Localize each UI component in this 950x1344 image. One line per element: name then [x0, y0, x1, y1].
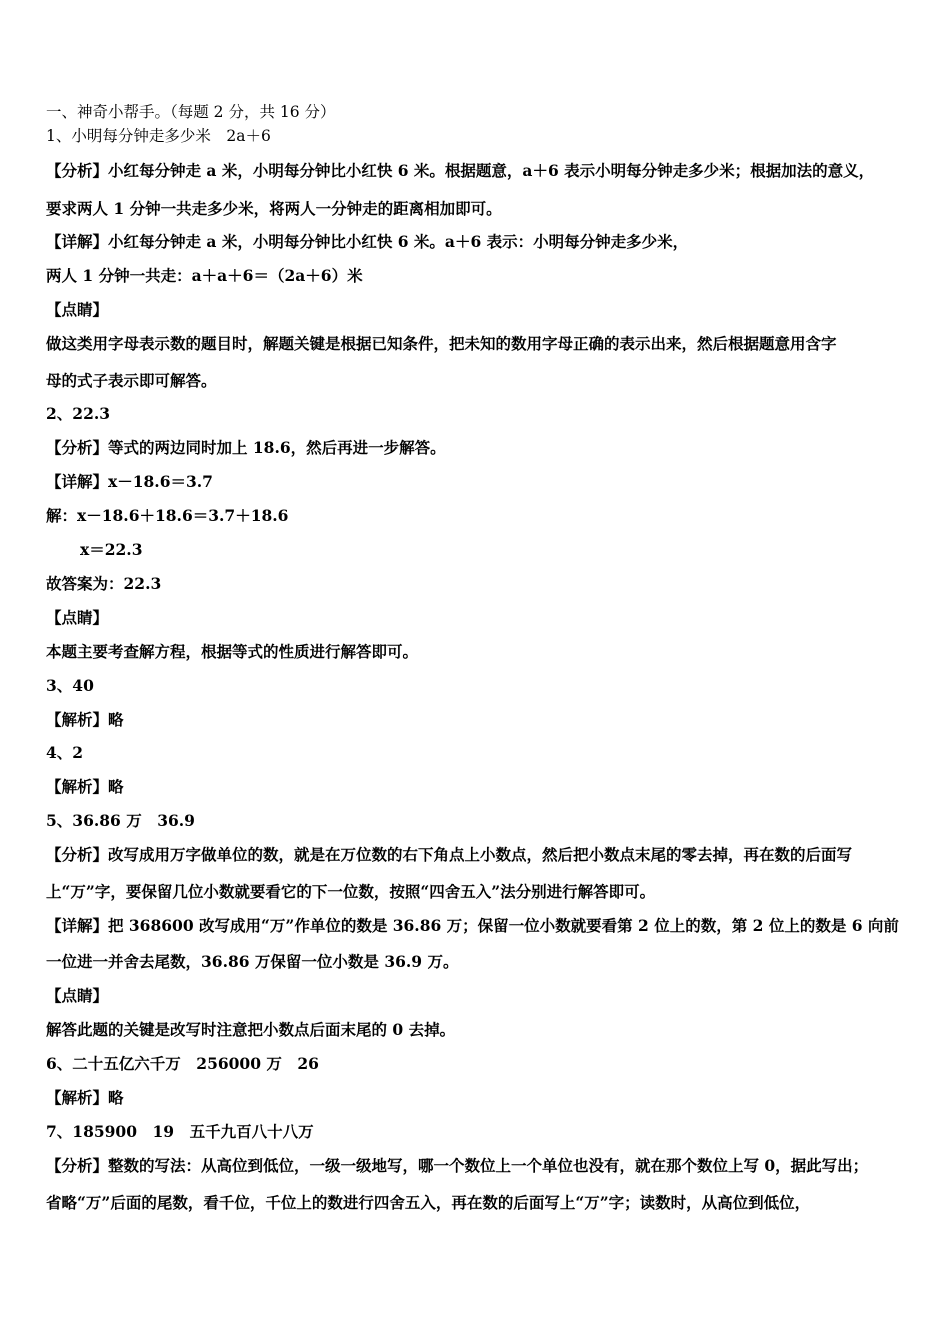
q1-detail: 【详解】小红每分钟走 a 米，小明每分钟比小红快 6 米。a＋6 表示：小明每分钟走多少米， [46, 232, 689, 251]
q3-answer: 3、40 [46, 676, 94, 695]
q2-detail: 【详解】x－18.6＝3.7 [46, 472, 213, 491]
q1-analysis-cont: 要求两人 1 分钟一共走多少米，将两人一分钟走的距离相加即可。 [46, 199, 502, 218]
q6-explain: 【解析】略 [46, 1088, 124, 1107]
q2-comment: 本题主要考查解方程，根据等式的性质进行解答即可。 [46, 642, 419, 661]
q2-comment-label: 【点睛】 [46, 608, 109, 627]
q5-analysis-cont: 上“万”字，要保留几位小数就要看它的下一位数，按照“四舍五入”法分别进行解答即可。 [46, 882, 656, 901]
q1-answer: 1、小明每分钟走多少米 2a＋6 [46, 127, 271, 145]
q1-comment-cont: 母的式子表示即可解答。 [46, 371, 217, 390]
q5-answer: 5、36.86 万 36.9 [46, 811, 195, 830]
section-title: 一、神奇小帮手。（每题 2 分，共 16 分） [46, 103, 336, 121]
q5-comment: 解答此题的关键是改写时注意把小数点后面末尾的 0 去掉。 [46, 1020, 456, 1039]
q1-detail-cont: 两人 1 分钟一共走：a＋a＋6＝（2a＋6）米 [46, 266, 363, 285]
q5-comment-label: 【点睛】 [46, 986, 109, 1005]
q1-comment: 做这类用字母表示数的题目时，解题关键是根据已知条件，把未知的数用字母正确的表示出来，然后根据题意用含字 [46, 334, 837, 353]
q7-analysis: 【分析】整数的写法：从高位到低位，一级一级地写，哪一个数位上一个单位也没有，就在那个数位上写 0，据此写出； [46, 1156, 869, 1175]
q2-analysis: 【分析】等式的两边同时加上 18.6，然后再进一步解答。 [46, 438, 446, 457]
q2-step-1: 解：x－18.6＋18.6＝3.7＋18.6 [46, 506, 289, 525]
q2-conclusion: 故答案为：22.3 [46, 574, 162, 593]
q4-explain: 【解析】略 [46, 777, 124, 796]
q1-analysis: 【分析】小红每分钟走 a 米，小明每分钟比小红快 6 米。根据题意，a＋6 表示小明每分钟走多少米；根据加法的意义， [46, 161, 875, 180]
q7-answer: 7、185900 19 五千九百八十八万 [46, 1122, 314, 1141]
q2-answer: 2、22.3 [46, 404, 111, 423]
q1-comment-label: 【点睛】 [46, 300, 109, 319]
q5-detail: 【详解】把 368600 改写成用“万”作单位的数是 36.86 万；保留一位小数就要看第 2 位上的数，第 2 位上的数是 6 向前 [46, 916, 899, 935]
q5-analysis: 【分析】改写成用万字做单位的数，就是在万位数的右下角点上小数点，然后把小数点末尾的零去掉，再在数的后面写 [46, 845, 853, 864]
q6-answer: 6、二十五亿六千万 256000 万 26 [46, 1054, 319, 1073]
q4-answer: 4、2 [46, 743, 84, 762]
q3-explain: 【解析】略 [46, 710, 124, 729]
q5-detail-cont: 一位进一并舍去尾数，36.86 万保留一位小数是 36.9 万。 [46, 952, 459, 971]
q2-step-2: x＝22.3 [80, 540, 143, 559]
q7-analysis-cont: 省略“万”后面的尾数，看千位，千位上的数进行四舍五入，再在数的后面写上“万”字；读数时，从高位到低位， [46, 1193, 811, 1212]
